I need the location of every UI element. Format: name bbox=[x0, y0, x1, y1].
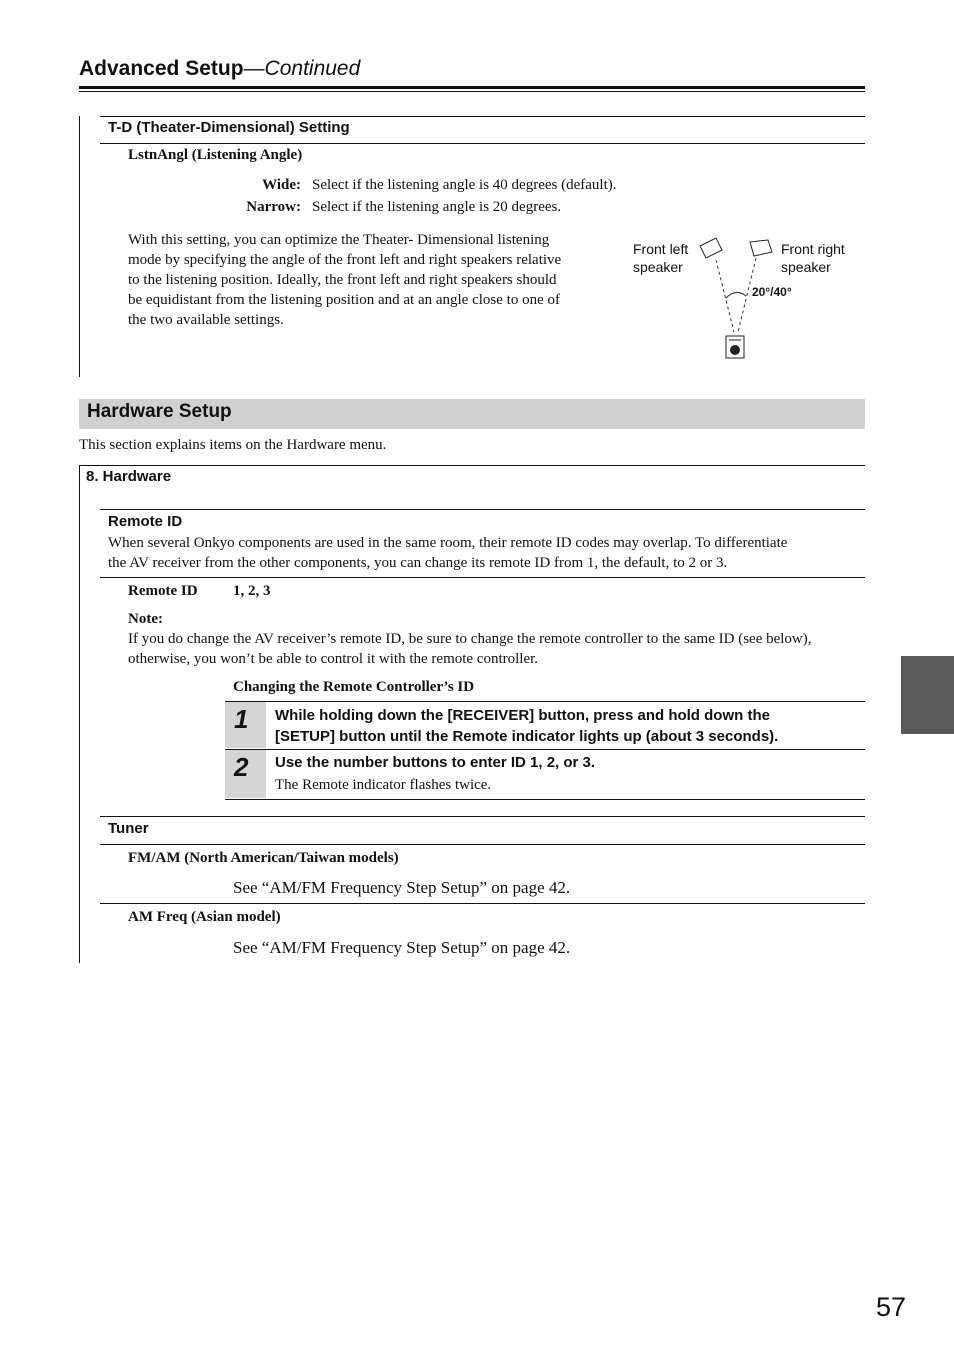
tuner-top-rule bbox=[100, 816, 865, 817]
tuner-item-rule bbox=[100, 903, 865, 904]
note-title: Note: bbox=[128, 611, 163, 627]
front-right-label-line2: speaker bbox=[781, 259, 831, 275]
chapter-tab bbox=[901, 656, 954, 734]
step-1-number-box bbox=[225, 702, 266, 748]
tuner-item-am-freq-title: AM Freq (Asian model) bbox=[128, 909, 281, 925]
step-2-number-box bbox=[225, 750, 266, 798]
option-narrow-desc: Select if the listening angle is 20 degrees. bbox=[312, 199, 562, 215]
remote-id-top-rule bbox=[100, 509, 865, 510]
td-body-text bbox=[128, 230, 608, 330]
td-body-line: to the listening position. Ideally, the front left and right speakers should bbox=[128, 272, 557, 288]
front-left-label-line2: speaker bbox=[633, 259, 683, 275]
option-narrow-label: Narrow: bbox=[246, 199, 301, 215]
remote-id-desc-line: When several Onkyo components are used in the same room, their remote ID codes may overlap. To differentiate bbox=[108, 535, 788, 551]
angle-value-label: 20°/40° bbox=[752, 285, 792, 299]
header-rule-thin bbox=[79, 91, 865, 92]
tuner-heading: Tuner bbox=[108, 820, 149, 837]
td-body-line: the two available settings. bbox=[128, 312, 284, 328]
front-left-label-line1: Front left bbox=[633, 241, 689, 257]
page-header-title bbox=[79, 57, 360, 81]
hardware-menu-heading: 8. Hardware bbox=[86, 468, 172, 485]
header-continued-text: —Continued bbox=[243, 57, 361, 80]
step-1-line: While holding down the [RECEIVER] button, press and hold down the bbox=[275, 707, 770, 724]
front-right-speaker-label bbox=[781, 240, 845, 276]
steps-divider-rule bbox=[225, 749, 865, 750]
option-wide-desc: Select if the listening angle is 40 degrees (default). bbox=[312, 177, 617, 193]
steps-top-rule bbox=[225, 701, 865, 702]
procedure-title: Changing the Remote Controller’s ID bbox=[233, 679, 475, 695]
remote-id-heading: Remote ID bbox=[108, 513, 183, 530]
note-text bbox=[128, 629, 865, 669]
page-number: 57 bbox=[875, 1292, 906, 1322]
tuner-item-fm-am-text: See “AM/FM Frequency Step Setup” on page 42. bbox=[233, 878, 571, 897]
hardware-top-rule bbox=[79, 465, 865, 466]
left-sightline bbox=[716, 260, 734, 332]
steps-bottom-rule bbox=[225, 799, 865, 800]
remote-id-setting-values: 1, 2, 3 bbox=[233, 583, 271, 599]
front-right-speaker-icon bbox=[750, 240, 772, 256]
step-2-number: 2 bbox=[234, 752, 249, 782]
note-line: otherwise, you won’t be able to control it with the remote controller. bbox=[128, 651, 539, 667]
td-subheading: LstnAngl (Listening Angle) bbox=[128, 147, 303, 163]
header-title-text: Advanced Setup bbox=[79, 57, 244, 80]
tuner-item-am-freq-text: See “AM/FM Frequency Step Setup” on page 42. bbox=[233, 938, 571, 957]
remote-id-setting-label: Remote ID bbox=[128, 583, 198, 599]
header-rule-thick bbox=[79, 86, 865, 89]
step-2-text: Use the number buttons to enter ID 1, 2, or 3. bbox=[275, 754, 596, 771]
td-heading-rule bbox=[100, 143, 865, 144]
td-top-rule bbox=[100, 116, 865, 117]
remote-id-desc-line: the AV receiver from the other components, you can change its remote ID from 1, the default, to 2 or 3. bbox=[108, 555, 728, 571]
td-body-line: be equidistant from the listening position and at an angle close to one of bbox=[128, 292, 560, 308]
td-section-side-bar bbox=[79, 116, 80, 377]
td-body-line: With this setting, you can optimize the Theater- Dimensional listening bbox=[128, 232, 550, 248]
step-2-subtext: The Remote indicator flashes twice. bbox=[275, 777, 492, 793]
td-heading: T-D (Theater-Dimensional) Setting bbox=[108, 119, 350, 136]
remote-id-description bbox=[108, 533, 865, 573]
section-title: Hardware Setup bbox=[87, 401, 232, 422]
tuner-item-fm-am-title: FM/AM (North American/Taiwan models) bbox=[128, 850, 399, 866]
tuner-heading-rule bbox=[100, 844, 865, 845]
listener-icon bbox=[726, 336, 744, 358]
step-1-line: [SETUP] button until the Remote indicator lights up (about 3 seconds). bbox=[275, 728, 779, 745]
option-wide-label: Wide: bbox=[262, 177, 301, 193]
step-1-text bbox=[275, 705, 778, 747]
front-left-speaker-label bbox=[633, 240, 688, 276]
hardware-intro: This section explains items on the Hardware menu. bbox=[79, 437, 387, 453]
angle-arc bbox=[726, 292, 746, 298]
remote-id-setting-rule bbox=[100, 577, 865, 578]
front-left-speaker-icon bbox=[700, 238, 722, 258]
hardware-side-bar bbox=[79, 465, 80, 963]
section-band-hardware-setup bbox=[79, 399, 865, 429]
step-1-number: 1 bbox=[234, 704, 249, 734]
front-right-label-line1: Front right bbox=[781, 241, 845, 257]
note-line: If you do change the AV receiver’s remote ID, be sure to change the remote controller to the same ID (see below), bbox=[128, 631, 812, 647]
td-body-line: mode by specifying the angle of the front left and right speakers relative bbox=[128, 252, 562, 268]
